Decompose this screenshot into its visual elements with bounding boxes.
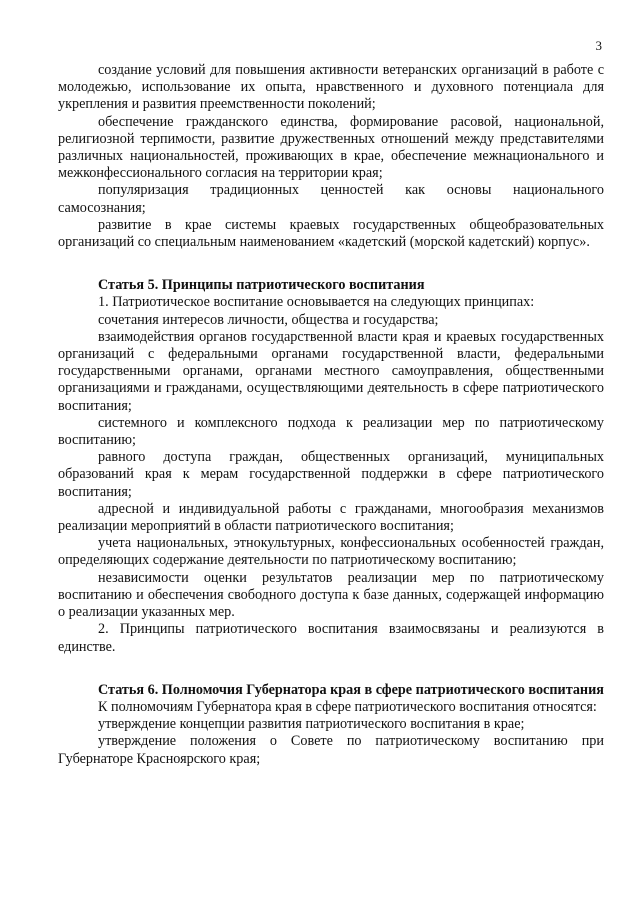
section-spacer <box>58 251 604 277</box>
document-body <box>58 62 604 768</box>
paragraph: сочетания интересов личности, общества и государства; <box>98 311 439 328</box>
paragraph: учета национальных, этнокультурных, конфессиональных особенностей граждан, определяющих содержание деятельности по патриотическому воспитанию; <box>58 535 604 569</box>
paragraph: адресной и индивидуальной работы с гражданами, многообразия механизмов реализации мероприятий в области патриотического воспитания; <box>58 500 604 535</box>
article-heading: Статья 6. Полномочия Губернатора края в сфере патриотического воспитания <box>98 681 604 698</box>
paragraph: К полномочиям Губернатора края в сфере патриотического воспитания относятся: <box>98 698 597 715</box>
paragraph: популяризация традиционных ценностей как основы национального самосознания; <box>58 182 604 216</box>
paragraph: системного и комплексного подхода к реализации мер по патриотическому воспитанию; <box>58 414 604 449</box>
paragraph: создание условий для повышения активности ветеранских организаций в работе с молодежью, использование их опыта, нравственного и духовного потенциала для укрепления и развития преемственности поколений; <box>58 62 604 113</box>
paragraph: взаимодействия органов государственной власти края и краевых государственных организаций с федеральными органами государственной власти, федеральными государственными органами, органами местного самоуправления, общественными организациями и гражданами, осуществляющими деятельность в сфере патриотического воспитания; <box>58 328 604 414</box>
paragraph: утверждение концепции развития патриотического воспитания в крае; <box>98 716 525 733</box>
paragraph: утверждение положения о Совете по патриотическому воспитанию при Губернаторе Красноярского края; <box>58 733 604 767</box>
paragraph: развитие в крае системы краевых государственных общеобразовательных организаций со специальным наименованием «кадетский (морской кадетский) корпус». <box>58 216 604 251</box>
article-heading: Статья 5. Принципы патриотического воспитания <box>98 277 425 294</box>
paragraph: независимости оценки результатов реализации мер по патриотическому воспитанию и обеспечения свободного доступа к базе данных, содержащей информацию о реализации указанных мер. <box>58 569 604 621</box>
paragraph: 2. Принципы патриотического воспитания взаимосвязаны и реализуются в единстве. <box>58 621 604 655</box>
paragraph: 1. Патриотическое воспитание основывается на следующих принципах: <box>98 294 535 311</box>
paragraph: равного доступа граждан, общественных организаций, муниципальных образований края к мерам государственной поддержки в сфере патриотического воспитания; <box>58 449 604 500</box>
section-spacer <box>58 656 604 682</box>
paragraph: обеспечение гражданского единства, формирование расовой, национальной, религиозной терпимости, развитие дружественных отношений между представителями различных национальностей, проживающих в крае, обеспечение межнационального и межконфессионального согласия на территории края; <box>58 113 604 182</box>
page-number: 3 <box>595 38 602 53</box>
